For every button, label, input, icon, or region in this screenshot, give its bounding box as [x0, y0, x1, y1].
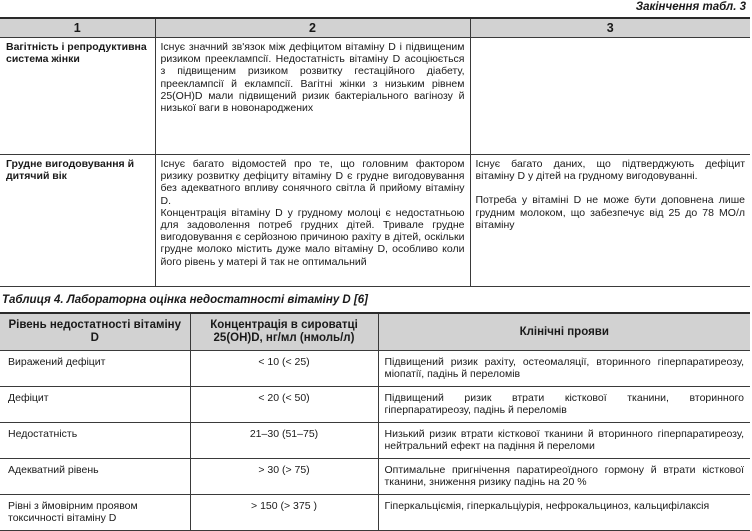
level-cell: Недостатність — [0, 423, 190, 459]
table-row — [0, 155, 750, 287]
table-header-row — [0, 18, 750, 38]
row-description — [155, 38, 470, 155]
row-evidence — [470, 155, 750, 287]
row-evidence — [470, 38, 750, 155]
row-description — [155, 155, 470, 287]
table-row — [0, 351, 750, 387]
clinical-cell: Підвищений ризик втрати кісткової тканини, вторинного гіперпаратиреозу, падінь й переломів — [378, 387, 750, 423]
clinical-cell: Гіперкальціємія, гіперкальціурія, нефрокальциноз, кальцифілаксія — [378, 495, 750, 531]
column-header-1: 1 — [0, 18, 155, 38]
table-3-continuation — [0, 17, 750, 287]
table-row — [0, 495, 750, 531]
clinical-cell: Оптимальне пригнічення паратиреоїдного гормону й втрати кісткової тканини, зниження ризику падінь на 20 % — [378, 459, 750, 495]
row-category: Грудне вигодовування й дитячий вік — [0, 155, 155, 287]
table-continuation-label: Закінчення табл. 3 — [635, 1, 746, 13]
table-row — [0, 459, 750, 495]
column-header-3: 3 — [470, 18, 750, 38]
concentration-cell: > 30 (> 75) — [190, 459, 378, 495]
table-row — [0, 387, 750, 423]
concentration-cell: < 10 (< 25) — [190, 351, 378, 387]
column-header-level: Рівень недостатності вітаміну D — [0, 313, 190, 351]
description-paragraph: Існує багато відомостей про те, що головним фактором ризику розвитку дефіциту вітаміну D є грудне вигодовування без адекватного впливу сонячного світла й прийому вітаміну D. — [160, 158, 465, 207]
table-row — [0, 38, 750, 155]
description-paragraph: Існує значний зв'язок між дефіцитом вітаміну D і підвищеним ризиком прееклампсії. Недостатність вітаміну D асоціюється з підвищеним ризиком розвитку гестаційного діабету, прееклампсії й еклампсії. Вагітні жінки з низьким рівнем 25(OH)D мали підвищений ризик бактеріального вагінозу й низької ваги в новонароджених — [160, 41, 465, 115]
table-4 — [0, 312, 750, 531]
evidence-paragraph: Потреба у вітаміні D не може бути доповнена лише грудним молоком, що забезпечує від 25 до 78 МО/л вітаміну — [475, 194, 745, 231]
level-cell: Адекватний рівень — [0, 459, 190, 495]
column-header-concentration: Концентрація в сироватці 25(OH)D, нг/мл (нмоль/л) — [190, 313, 378, 351]
level-cell: Виражений дефіцит — [0, 351, 190, 387]
level-cell: Рівні з ймовірним проявом токсичності вітаміну D — [0, 495, 190, 531]
concentration-cell: > 150 (> 375 ) — [190, 495, 378, 531]
table-4-caption: Таблиця 4. Лабораторна оцінка недостатності вітаміну D [6] — [2, 294, 368, 306]
table-row — [0, 423, 750, 459]
evidence-paragraph: Існує багато даних, що підтверджують дефіцит вітаміну D у дітей на грудному вигодовуванні. — [475, 158, 745, 183]
description-paragraph: Концентрація вітаміну D у грудному молоці є недостатньою для задоволення потреб грудних дітей. Тривале грудне вигодовування є серйозною причиною рахіту в дітей, оскільки грудне молоко містить дуже мало вітаміну D, особливо коли його рівень у матері й так не оптимальний — [160, 206, 465, 268]
row-category: Вагітність і репродуктивна система жінки — [0, 38, 155, 155]
table-header-row — [0, 313, 750, 351]
clinical-cell: Підвищений ризик рахіту, остеомаляції, вторинного гіперпаратиреозу, міопатії, падінь й переломів — [378, 351, 750, 387]
clinical-cell: Низький ризик втрати кісткової тканини й вторинного гіперпаратиреозу, нейтральний ефект на падіння й переломи — [378, 423, 750, 459]
level-cell: Дефіцит — [0, 387, 190, 423]
column-header-2: 2 — [155, 18, 470, 38]
column-header-clinical: Клінічні прояви — [378, 313, 750, 351]
concentration-cell: < 20 (< 50) — [190, 387, 378, 423]
concentration-cell: 21–30 (51–75) — [190, 423, 378, 459]
